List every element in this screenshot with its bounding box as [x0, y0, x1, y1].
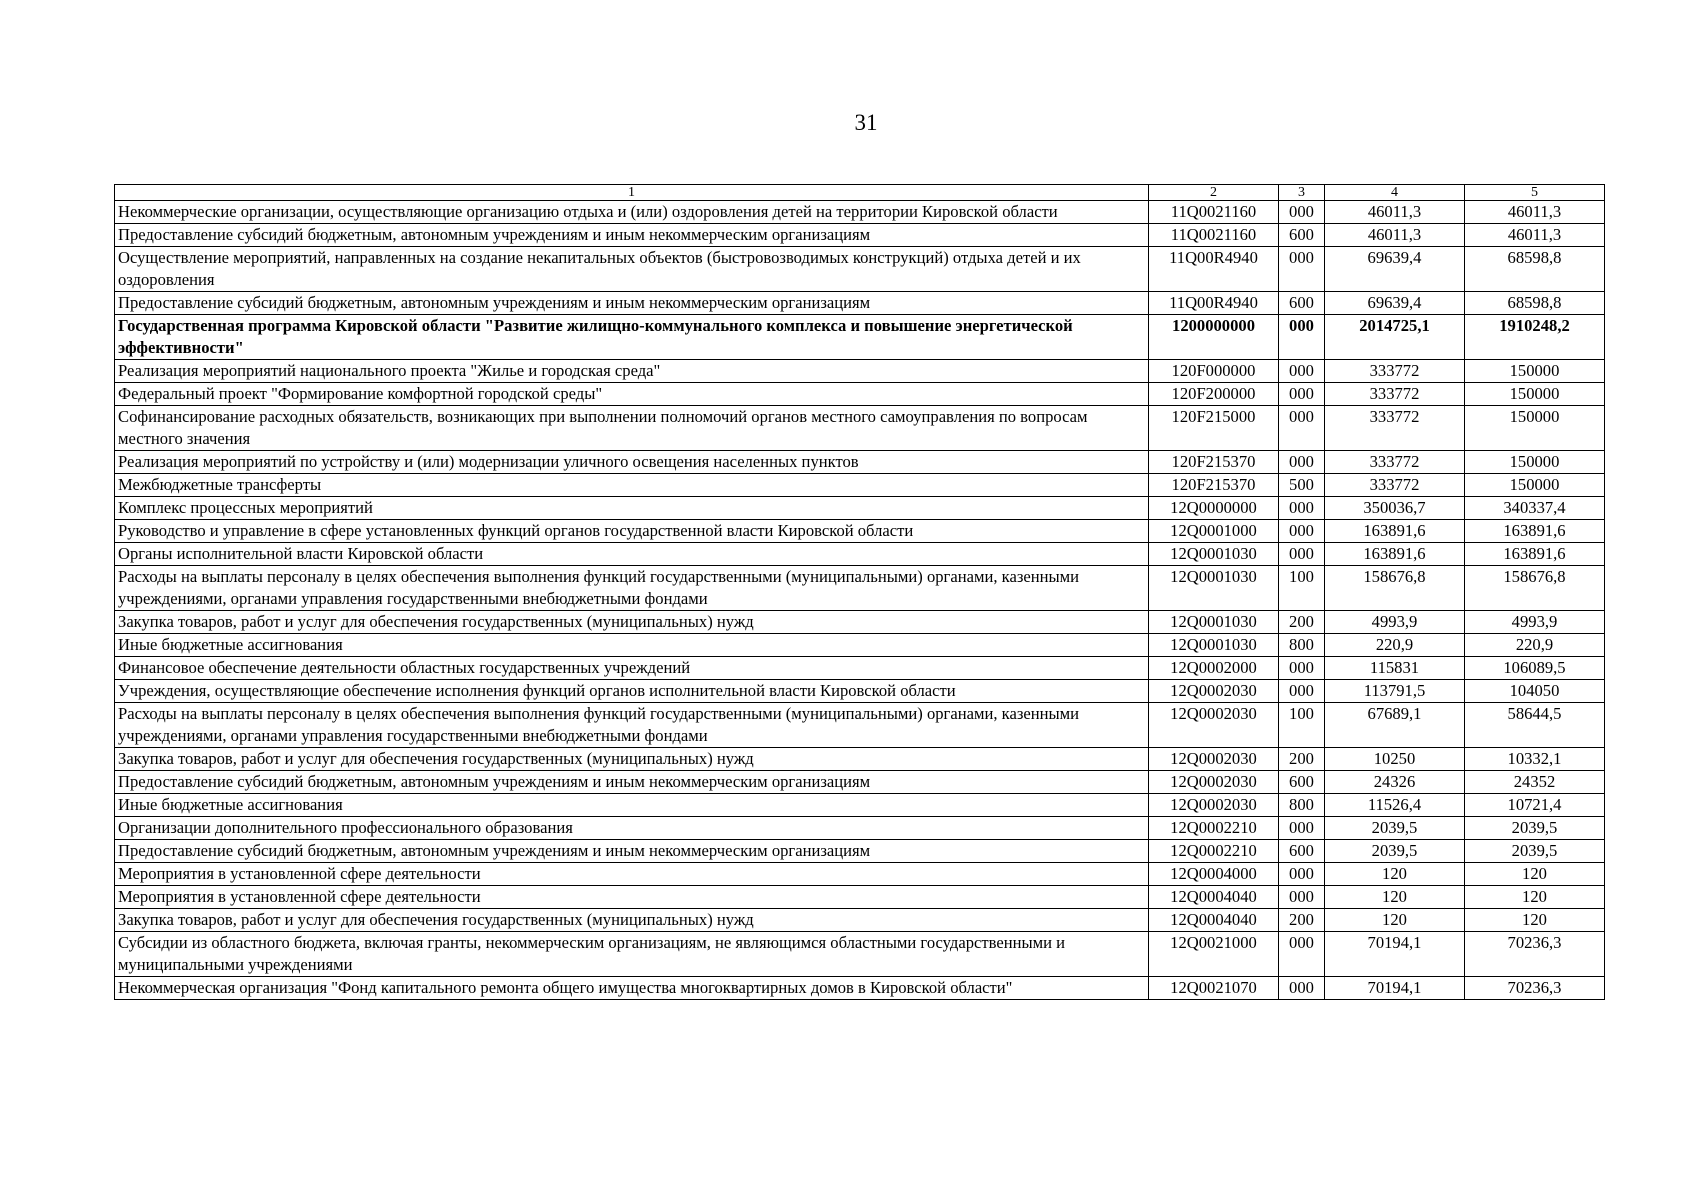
row-expense-type-cell: 800: [1279, 634, 1325, 657]
row-code-cell: 11Q00R4940: [1149, 292, 1279, 315]
row-name-cell: Некоммерческая организация "Фонд капитального ремонта общего имущества многоквартирных домов в Кировской области": [115, 977, 1149, 1000]
header-cell: 4: [1325, 185, 1465, 201]
row-amount-1-cell: 10250: [1325, 748, 1465, 771]
row-expense-type-cell: 000: [1279, 360, 1325, 383]
page-number: 31: [854, 110, 878, 135]
row-name-cell: Осуществление мероприятий, направленных на создание некапитальных объектов (быстровозводимых конструкций) отдыха детей и их оздоровления: [115, 247, 1149, 292]
row-name-cell: Предоставление субсидий бюджетным, автономным учреждениям и иным некоммерческим организациям: [115, 224, 1149, 247]
header-cell: 2: [1149, 185, 1279, 201]
row-name-cell: Предоставление субсидий бюджетным, автономным учреждениям и иным некоммерческим организациям: [115, 840, 1149, 863]
table-row: [115, 543, 1605, 566]
row-amount-1-cell: 2039,5: [1325, 840, 1465, 863]
row-amount-1-cell: 163891,6: [1325, 520, 1465, 543]
row-expense-type-cell: 000: [1279, 886, 1325, 909]
row-amount-1-cell: 120: [1325, 886, 1465, 909]
row-expense-type-cell: 100: [1279, 566, 1325, 611]
row-amount-2-cell: 4993,9: [1465, 611, 1605, 634]
row-code-cell: 12Q0002030: [1149, 748, 1279, 771]
row-name-cell: Софинансирование расходных обязательств, возникающих при выполнении полномочий органов местного самоуправления по вопросам местного значения: [115, 406, 1149, 451]
table-row: [115, 840, 1605, 863]
row-name-cell: Расходы на выплаты персоналу в целях обеспечения выполнения функций государственными (муниципальными) органами, казенными учреждениями, органами управления государственными внебюджетными фондами: [115, 703, 1149, 748]
row-amount-1-cell: 67689,1: [1325, 703, 1465, 748]
row-code-cell: 12Q0021000: [1149, 932, 1279, 977]
row-expense-type-cell: 100: [1279, 703, 1325, 748]
row-name-cell: Учреждения, осуществляющие обеспечение исполнения функций органов исполнительной власти Кировской области: [115, 680, 1149, 703]
table-row: [115, 748, 1605, 771]
row-expense-type-cell: 000: [1279, 543, 1325, 566]
table-row: [115, 680, 1605, 703]
row-code-cell: 12Q0002030: [1149, 794, 1279, 817]
row-amount-1-cell: 120: [1325, 863, 1465, 886]
row-name-cell: Финансовое обеспечение деятельности областных государственных учреждений: [115, 657, 1149, 680]
row-amount-2-cell: 46011,3: [1465, 201, 1605, 224]
row-code-cell: 120F000000: [1149, 360, 1279, 383]
header-cell: 5: [1465, 185, 1605, 201]
row-name-cell: Предоставление субсидий бюджетным, автономным учреждениям и иным некоммерческим организациям: [115, 771, 1149, 794]
row-amount-1-cell: 350036,7: [1325, 497, 1465, 520]
table-row: [115, 566, 1605, 611]
row-amount-2-cell: 150000: [1465, 406, 1605, 451]
row-amount-2-cell: 58644,5: [1465, 703, 1605, 748]
row-code-cell: 11Q0021160: [1149, 201, 1279, 224]
row-code-cell: 12Q0000000: [1149, 497, 1279, 520]
row-expense-type-cell: 200: [1279, 611, 1325, 634]
table-row: [115, 360, 1605, 383]
table-body: [115, 201, 1605, 1000]
row-code-cell: 12Q0001000: [1149, 520, 1279, 543]
row-expense-type-cell: 200: [1279, 748, 1325, 771]
row-amount-2-cell: 24352: [1465, 771, 1605, 794]
row-amount-1-cell: 69639,4: [1325, 247, 1465, 292]
row-expense-type-cell: 000: [1279, 657, 1325, 680]
row-code-cell: 12Q0001030: [1149, 634, 1279, 657]
row-code-cell: 12Q0002000: [1149, 657, 1279, 680]
row-name-cell: Иные бюджетные ассигнования: [115, 634, 1149, 657]
row-name-cell: Реализация мероприятий по устройству и (или) модернизации уличного освещения населенных пунктов: [115, 451, 1149, 474]
row-code-cell: 120F215370: [1149, 451, 1279, 474]
row-name-cell: Мероприятия в установленной сфере деятельности: [115, 863, 1149, 886]
row-name-cell: Закупка товаров, работ и услуг для обеспечения государственных (муниципальных) нужд: [115, 909, 1149, 932]
table-row: [115, 292, 1605, 315]
budget-table: [114, 184, 1605, 1000]
row-amount-2-cell: 150000: [1465, 474, 1605, 497]
row-amount-2-cell: 104050: [1465, 680, 1605, 703]
row-expense-type-cell: 600: [1279, 771, 1325, 794]
row-code-cell: 11Q0021160: [1149, 224, 1279, 247]
row-amount-1-cell: 333772: [1325, 383, 1465, 406]
row-expense-type-cell: 000: [1279, 315, 1325, 360]
table-row: [115, 977, 1605, 1000]
row-name-cell: Закупка товаров, работ и услуг для обеспечения государственных (муниципальных) нужд: [115, 748, 1149, 771]
row-amount-1-cell: 70194,1: [1325, 977, 1465, 1000]
row-amount-2-cell: 340337,4: [1465, 497, 1605, 520]
row-code-cell: 120F215370: [1149, 474, 1279, 497]
row-amount-1-cell: 220,9: [1325, 634, 1465, 657]
row-code-cell: 12Q0004040: [1149, 886, 1279, 909]
row-amount-2-cell: 70236,3: [1465, 977, 1605, 1000]
table-row: [115, 383, 1605, 406]
row-expense-type-cell: 800: [1279, 794, 1325, 817]
row-amount-2-cell: 1910248,2: [1465, 315, 1605, 360]
row-amount-1-cell: 4993,9: [1325, 611, 1465, 634]
row-expense-type-cell: 200: [1279, 909, 1325, 932]
row-amount-2-cell: 150000: [1465, 451, 1605, 474]
row-code-cell: 1200000000: [1149, 315, 1279, 360]
table-row: [115, 932, 1605, 977]
row-expense-type-cell: 600: [1279, 840, 1325, 863]
table-row: [115, 520, 1605, 543]
row-amount-2-cell: 120: [1465, 909, 1605, 932]
row-expense-type-cell: 000: [1279, 680, 1325, 703]
row-expense-type-cell: 500: [1279, 474, 1325, 497]
table-row: [115, 863, 1605, 886]
header-cell: 3: [1279, 185, 1325, 201]
table-row: [115, 406, 1605, 451]
row-amount-2-cell: 46011,3: [1465, 224, 1605, 247]
row-name-cell: Иные бюджетные ассигнования: [115, 794, 1149, 817]
row-amount-1-cell: 70194,1: [1325, 932, 1465, 977]
header-cell: 1: [115, 185, 1149, 201]
row-code-cell: 12Q0002210: [1149, 840, 1279, 863]
row-expense-type-cell: 000: [1279, 977, 1325, 1000]
row-code-cell: 12Q0001030: [1149, 566, 1279, 611]
row-expense-type-cell: 000: [1279, 383, 1325, 406]
row-amount-1-cell: 158676,8: [1325, 566, 1465, 611]
row-code-cell: 11Q00R4940: [1149, 247, 1279, 292]
row-code-cell: 12Q0021070: [1149, 977, 1279, 1000]
table-row: [115, 771, 1605, 794]
row-code-cell: 120F215000: [1149, 406, 1279, 451]
row-expense-type-cell: 000: [1279, 497, 1325, 520]
row-amount-1-cell: 333772: [1325, 474, 1465, 497]
table-header-row: [115, 185, 1605, 201]
row-expense-type-cell: 000: [1279, 406, 1325, 451]
row-expense-type-cell: 600: [1279, 224, 1325, 247]
table-row: [115, 497, 1605, 520]
table-row: [115, 451, 1605, 474]
row-amount-1-cell: 2039,5: [1325, 817, 1465, 840]
row-amount-1-cell: 333772: [1325, 406, 1465, 451]
row-expense-type-cell: 000: [1279, 201, 1325, 224]
row-amount-2-cell: 150000: [1465, 360, 1605, 383]
row-amount-1-cell: 46011,3: [1325, 224, 1465, 247]
row-amount-2-cell: 120: [1465, 863, 1605, 886]
row-amount-2-cell: 10721,4: [1465, 794, 1605, 817]
row-code-cell: 12Q0002030: [1149, 703, 1279, 748]
row-amount-2-cell: 2039,5: [1465, 840, 1605, 863]
table-row: [115, 634, 1605, 657]
row-name-cell: Мероприятия в установленной сфере деятельности: [115, 886, 1149, 909]
row-amount-2-cell: 106089,5: [1465, 657, 1605, 680]
row-name-cell: Закупка товаров, работ и услуг для обеспечения государственных (муниципальных) нужд: [115, 611, 1149, 634]
table-row: [115, 247, 1605, 292]
row-name-cell: Субсидии из областного бюджета, включая гранты, некоммерческим организациям, не являющимся областными государственными и муниципальными учреждениями: [115, 932, 1149, 977]
row-name-cell: Расходы на выплаты персоналу в целях обеспечения выполнения функций государственными (муниципальными) органами, казенными учреждениями, органами управления государственными внебюджетными фондами: [115, 566, 1149, 611]
row-name-cell: Организации дополнительного профессионального образования: [115, 817, 1149, 840]
row-code-cell: 12Q0002030: [1149, 680, 1279, 703]
table-row: [115, 657, 1605, 680]
table-row: [115, 224, 1605, 247]
row-amount-2-cell: 2039,5: [1465, 817, 1605, 840]
table-row: [115, 315, 1605, 360]
row-amount-1-cell: 11526,4: [1325, 794, 1465, 817]
row-amount-2-cell: 68598,8: [1465, 247, 1605, 292]
row-amount-1-cell: 333772: [1325, 451, 1465, 474]
row-expense-type-cell: 000: [1279, 520, 1325, 543]
row-expense-type-cell: 600: [1279, 292, 1325, 315]
row-amount-2-cell: 150000: [1465, 383, 1605, 406]
row-amount-2-cell: 158676,8: [1465, 566, 1605, 611]
row-amount-1-cell: 46011,3: [1325, 201, 1465, 224]
row-amount-2-cell: 163891,6: [1465, 520, 1605, 543]
row-name-cell: Руководство и управление в сфере установленных функций органов государственной власти Кировской области: [115, 520, 1149, 543]
table-row: [115, 909, 1605, 932]
row-amount-2-cell: 70236,3: [1465, 932, 1605, 977]
row-name-cell: Федеральный проект "Формирование комфортной городской среды": [115, 383, 1149, 406]
row-code-cell: 12Q0001030: [1149, 611, 1279, 634]
row-amount-1-cell: 113791,5: [1325, 680, 1465, 703]
row-name-cell: Реализация мероприятий национального проекта "Жилье и городская среда": [115, 360, 1149, 383]
table-row: [115, 201, 1605, 224]
row-amount-1-cell: 115831: [1325, 657, 1465, 680]
row-code-cell: 12Q0001030: [1149, 543, 1279, 566]
row-amount-1-cell: 120: [1325, 909, 1465, 932]
row-amount-1-cell: 2014725,1: [1325, 315, 1465, 360]
row-amount-2-cell: 68598,8: [1465, 292, 1605, 315]
row-amount-1-cell: 333772: [1325, 360, 1465, 383]
table-row: [115, 794, 1605, 817]
row-code-cell: 12Q0004000: [1149, 863, 1279, 886]
row-amount-1-cell: 24326: [1325, 771, 1465, 794]
row-expense-type-cell: 000: [1279, 817, 1325, 840]
row-amount-2-cell: 10332,1: [1465, 748, 1605, 771]
table-row: [115, 817, 1605, 840]
row-name-cell: Органы исполнительной власти Кировской области: [115, 543, 1149, 566]
row-amount-2-cell: 163891,6: [1465, 543, 1605, 566]
row-amount-1-cell: 163891,6: [1325, 543, 1465, 566]
row-code-cell: 12Q0002210: [1149, 817, 1279, 840]
row-name-cell: Предоставление субсидий бюджетным, автономным учреждениям и иным некоммерческим организациям: [115, 292, 1149, 315]
row-code-cell: 12Q0004040: [1149, 909, 1279, 932]
row-code-cell: 120F200000: [1149, 383, 1279, 406]
table-row: [115, 611, 1605, 634]
row-expense-type-cell: 000: [1279, 863, 1325, 886]
row-amount-2-cell: 120: [1465, 886, 1605, 909]
row-amount-2-cell: 220,9: [1465, 634, 1605, 657]
row-code-cell: 12Q0002030: [1149, 771, 1279, 794]
row-name-cell: Некоммерческие организации, осуществляющие организацию отдыха и (или) оздоровления детей на территории Кировской области: [115, 201, 1149, 224]
row-expense-type-cell: 000: [1279, 247, 1325, 292]
table-row: [115, 703, 1605, 748]
row-amount-1-cell: 69639,4: [1325, 292, 1465, 315]
row-expense-type-cell: 000: [1279, 932, 1325, 977]
row-name-cell: Государственная программа Кировской области "Развитие жилищно-коммунального комплекса и повышение энергетической эффективности": [115, 315, 1149, 360]
table-row: [115, 886, 1605, 909]
row-expense-type-cell: 000: [1279, 451, 1325, 474]
row-name-cell: Комплекс процессных мероприятий: [115, 497, 1149, 520]
row-name-cell: Межбюджетные трансферты: [115, 474, 1149, 497]
table-row: [115, 474, 1605, 497]
